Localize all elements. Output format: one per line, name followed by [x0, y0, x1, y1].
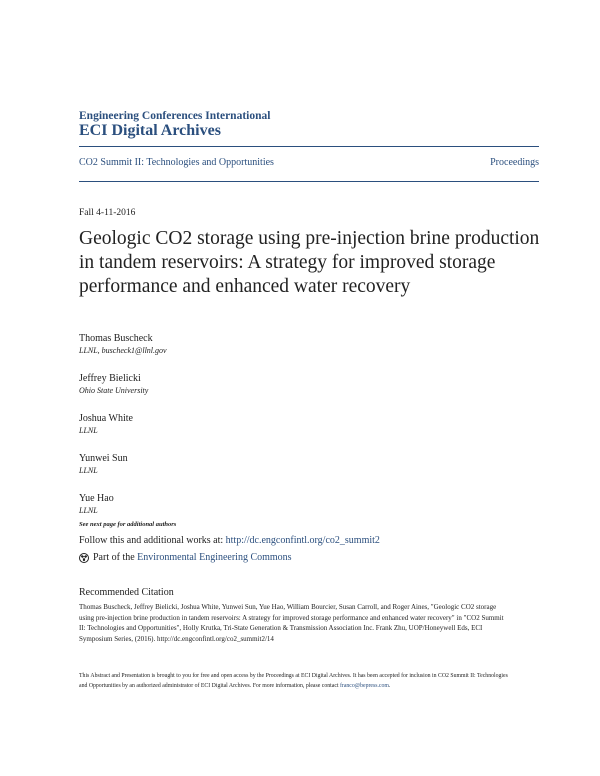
author-affiliation: LLNL — [79, 506, 98, 515]
footer-text: This Abstract and Presentation is brought to you for free and open access by the Proceedings at ECI Digital Archives. It has been accepted for inclusion in CO2 Summit II: Technologies and Opportunities by an authorized administrator of ECI Digital Archives. For more information, please contact — [79, 673, 508, 689]
author-block — [79, 332, 519, 372]
contact-email-link[interactable]: franco@bepress.com — [339, 683, 389, 689]
part-of-prefix: Part of the — [93, 552, 138, 563]
author-list — [79, 332, 519, 532]
author-name: Thomas Buscheck — [79, 333, 153, 344]
collection-link[interactable]: CO2 Summit II: Technologies and Opportunities — [79, 157, 274, 168]
recommended-citation-heading: Recommended Citation — [79, 587, 174, 598]
author-name: Yue Hao — [79, 493, 114, 504]
paper-title: Geologic CO2 storage using pre-injection brine production in tandem reservoirs: A strategy for improved storage performance and enhanced water recovery — [79, 228, 540, 297]
author-affiliation: Ohio State University — [79, 386, 149, 395]
proceedings-link[interactable]: Proceedings — [490, 157, 539, 168]
commons-network-icon — [79, 553, 89, 563]
citation-text: Thomas Buscheck, Jeffrey Bielicki, Joshua White, Yunwei Sun, Yue Hao, William Bourcier, Susan Carroll, and Roger Aines, "Geologic CO2 storage using pre-injection brine production in tandem reservoirs: A strategy for improved storage performance and enhanced water recovery" in "CO2 Summit II: Technologies and Opportunities", Holly Krutka, Tri-State Generation & Transmission Association Inc. Frank Zhu, UOP/Honeywell Eds, ECI Symposium Series, (2016). http://dc.engconfintl.org/co2_summit2/14 — [79, 603, 504, 643]
footer-end: . — [388, 683, 391, 689]
follow-line — [79, 535, 380, 546]
see-next-page-note: See next page for additional authors — [79, 521, 177, 528]
footer-notice — [79, 671, 511, 691]
follow-prefix: Follow this and additional works at: — [79, 535, 226, 546]
author-block — [79, 452, 519, 492]
author-name: Yunwei Sun — [79, 453, 128, 464]
author-block — [79, 372, 519, 412]
org-name: Engineering Conferences International — [79, 110, 271, 122]
author-affiliation: LLNL — [79, 426, 98, 435]
part-of-line — [79, 552, 292, 563]
archive-title[interactable]: ECI Digital Archives — [79, 122, 221, 139]
environmental-engineering-commons-link[interactable]: Environmental Engineering Commons — [137, 552, 292, 563]
author-name: Joshua White — [79, 413, 133, 424]
top-divider — [79, 146, 539, 147]
author-affiliation: LLNL — [79, 466, 98, 475]
author-name: Jeffrey Bielicki — [79, 373, 141, 384]
author-block — [79, 412, 519, 452]
author-affiliation: LLNL, buscheck1@llnl.gov — [79, 346, 167, 355]
publication-date: Fall 4-11-2016 — [79, 208, 136, 218]
bottom-divider — [79, 181, 539, 182]
collection-url-link[interactable]: http://dc.engconfintl.org/co2_summit2 — [225, 535, 380, 546]
